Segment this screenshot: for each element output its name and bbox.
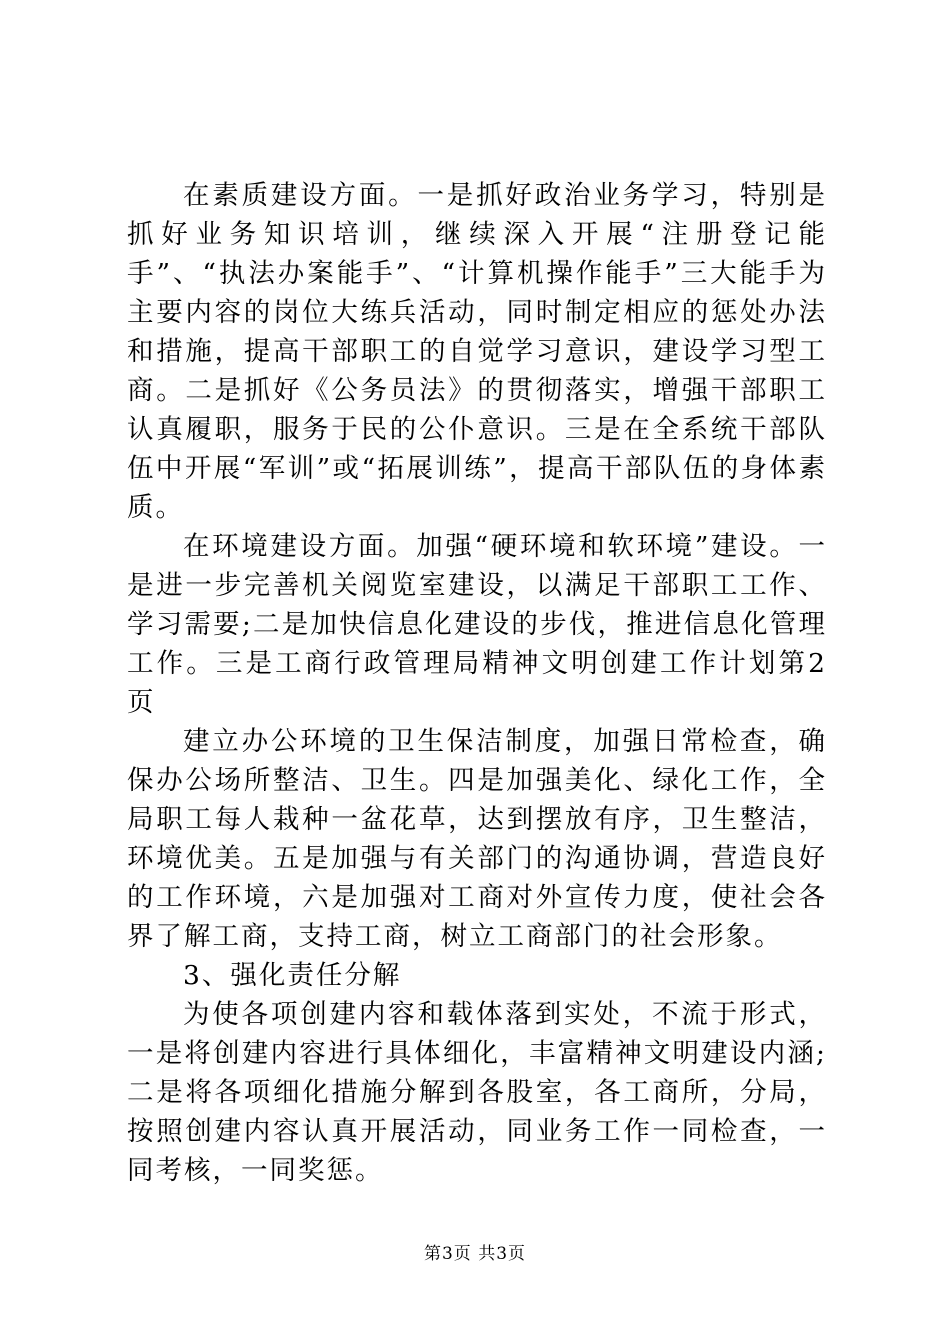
document-body (127, 176, 827, 1190)
paragraph-quality-building: 在素质建设方面。一是抓好政治业务学习，特别是抓好业务知识培训，继续深入开展“注册登记能手”、“执法办案能手”、“计算机操作能手”三大能手为主要内容的岗位大练兵活动，同时制定相应的惩处办法和措施，提高干部职工的自觉学习意识，建设学习型工商。二是抓好《公务员法》的贯彻落实，增强干部职工认真履职，服务于民的公仆意识。三是在全系统干部队伍中开展“军训”或“拓展训练”，提高干部队伍的身体素质。 (127, 180, 827, 523)
paragraph-office-hygiene: 建立办公环境的卫生保洁制度，加强日常检查，确保办公场所整洁、卫生。四是加强美化、绿化工作，全局职工每人栽种一盆花草，达到摆放有序，卫生整洁，环境优美。五是加强与有关部门的沟通协调，营造良好的工作环境，六是加强对工商对外宣传力度，使社会各界了解工商，支持工商，树立工商部门的社会形象。 (127, 726, 827, 952)
paragraph-responsibility-breakdown: 为使各项创建内容和载体落到实处，不流于形式，一是将创建内容进行具体细化，丰富精神文明建设内涵;二是将各项细化措施分解到各股室，各工商所，分局，按照创建内容认真开展活动，同业务工作一同检查，一同考核，一同奖惩。 (127, 999, 827, 1186)
section-heading-responsibility: 3、强化责任分解 (183, 960, 402, 991)
page-number-footer: 第3页 共3页 (423, 1244, 527, 1264)
paragraph-environment-building: 在环境建设方面。加强“硬环境和软环境”建设。一是进一步完善机关阅览室建设，以满足干部职工工作、学习需要;二是加快信息化建设的步伐，推进信息化管理工作。三是工商行政管理局精神文明创建工作计划第2页 (127, 531, 827, 718)
